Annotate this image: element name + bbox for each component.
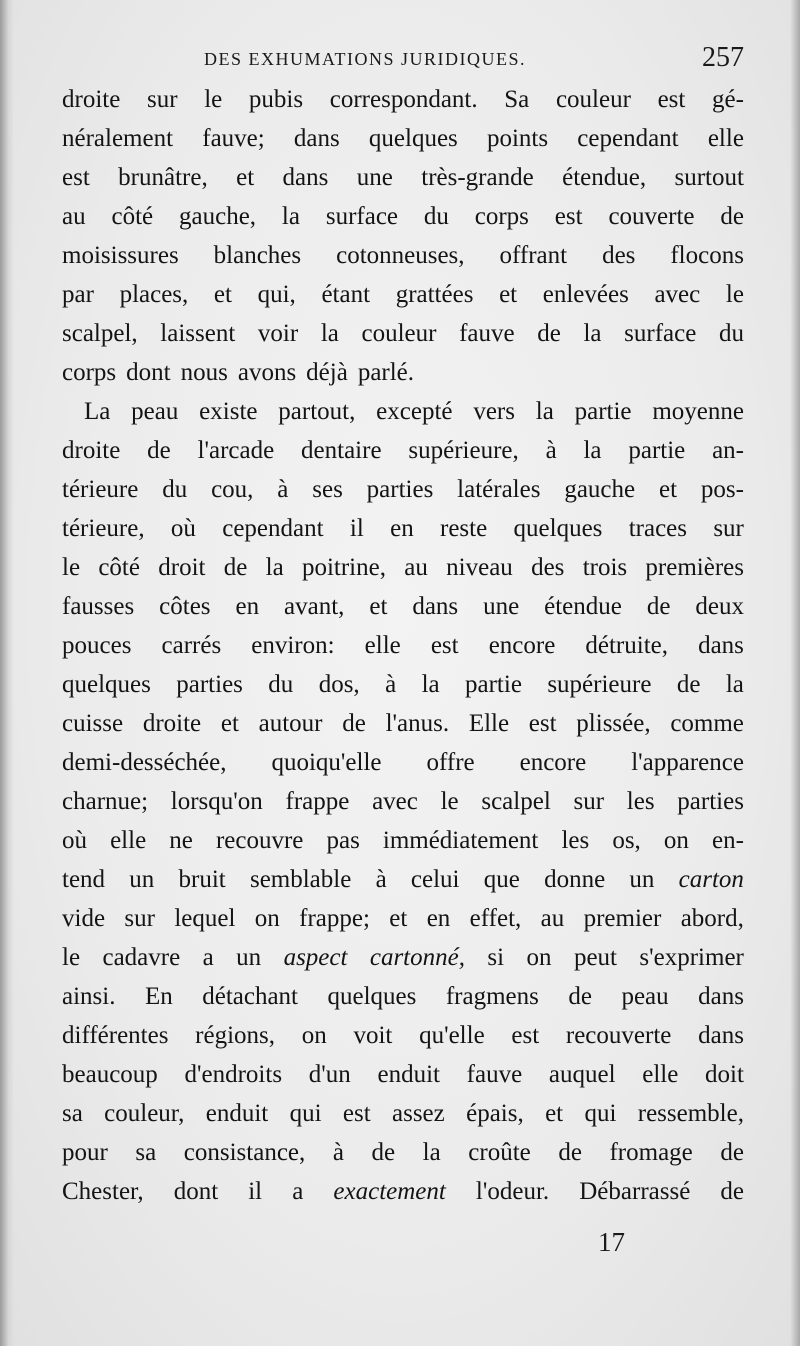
word: sur	[146, 86, 178, 113]
word: frappe	[285, 788, 350, 815]
word: fausses	[62, 593, 135, 620]
word: néralement	[62, 125, 174, 152]
word: moyenne	[652, 398, 744, 425]
word: elle	[642, 1061, 679, 1088]
word: scalpel,	[62, 320, 138, 347]
word: laissent	[160, 320, 236, 347]
word: avant,	[284, 593, 345, 620]
text-line	[62, 1055, 744, 1094]
word: et	[369, 593, 388, 620]
word: quelques	[513, 515, 603, 542]
word: le	[62, 554, 81, 581]
text-line	[62, 509, 744, 548]
word: étendue,	[562, 164, 647, 191]
text-line	[62, 197, 744, 236]
word: flocons	[670, 242, 744, 269]
word: où	[170, 515, 196, 542]
text-line	[62, 704, 744, 743]
word: dans	[293, 125, 340, 152]
word: consistance,	[183, 1139, 306, 1166]
word: droite	[142, 710, 202, 737]
word: traces	[628, 515, 688, 542]
word: en	[235, 593, 260, 620]
word: de	[147, 437, 171, 464]
word: dans	[698, 983, 744, 1010]
word: est	[657, 86, 686, 113]
word: semblable	[249, 866, 352, 893]
word: cependant	[577, 125, 679, 152]
word: croûte	[468, 1139, 531, 1166]
word: reste	[440, 515, 488, 542]
text-line	[62, 80, 744, 119]
word: premières	[645, 554, 744, 581]
word: avec	[654, 281, 701, 308]
word: au	[404, 554, 428, 581]
word: un	[629, 866, 655, 893]
word: de	[537, 320, 561, 347]
word: de	[720, 1178, 744, 1205]
word: côté	[111, 203, 154, 230]
word: la	[281, 203, 300, 230]
word: du	[423, 203, 449, 230]
word: des	[602, 242, 636, 269]
word: recouverte	[565, 1022, 672, 1049]
word: quelques	[368, 125, 458, 152]
word: sa	[62, 1100, 83, 1127]
word: tend	[62, 866, 106, 893]
word: fromage	[609, 1139, 693, 1166]
word: charnue;	[62, 788, 149, 815]
body-text	[62, 80, 744, 1211]
word: fauve;	[202, 125, 265, 152]
word: Débarrassé	[579, 1178, 691, 1205]
word: fragmens	[445, 983, 539, 1010]
word: les	[561, 827, 590, 854]
word: dont	[173, 1178, 219, 1205]
word: a	[202, 944, 214, 971]
word: Sa	[504, 86, 530, 113]
word: qui,	[257, 281, 296, 308]
word: de	[342, 710, 366, 737]
word: à	[332, 1139, 344, 1166]
text-line	[62, 548, 744, 587]
italic-word: exactement	[333, 1178, 446, 1205]
word: une	[483, 593, 520, 620]
word: du	[162, 476, 188, 503]
word: en-	[711, 827, 744, 854]
word: offre	[426, 749, 475, 776]
word: térieure,	[62, 515, 145, 542]
word: de	[720, 1139, 744, 1166]
word: abord,	[680, 905, 744, 932]
word: environ:	[251, 632, 335, 659]
word: de	[568, 983, 592, 1010]
text-line	[62, 782, 744, 821]
text-line	[62, 392, 744, 431]
word: de	[720, 203, 744, 230]
text-line	[62, 977, 744, 1016]
word: frappe;	[299, 905, 370, 932]
word: un	[129, 866, 155, 893]
word: du	[268, 671, 294, 698]
word: avons	[237, 359, 297, 386]
text-line	[62, 587, 744, 626]
word: déjà	[306, 359, 348, 386]
word: trois	[582, 554, 628, 581]
word: encore	[488, 632, 556, 659]
word: niveau	[446, 554, 513, 581]
word: elle	[707, 125, 744, 152]
word: surface	[325, 203, 399, 230]
word: celui	[410, 866, 460, 893]
word: de	[646, 593, 671, 620]
word: cependant	[222, 515, 324, 542]
word: les	[626, 788, 655, 815]
word: et	[658, 476, 678, 503]
running-title: DES EXHUMATIONS JURIDIQUES.	[204, 49, 527, 69]
word: lequel	[174, 905, 236, 932]
word: que	[483, 866, 520, 893]
word: offrant	[499, 242, 568, 269]
word: on	[663, 827, 689, 854]
word: en	[390, 515, 414, 542]
word: sur	[573, 788, 605, 815]
text-line	[62, 314, 744, 353]
word: La	[84, 398, 111, 425]
text-line	[62, 665, 744, 704]
word: sur	[124, 905, 155, 932]
word: effet,	[469, 905, 522, 932]
word: dans	[698, 632, 744, 659]
word: et	[213, 281, 232, 308]
text-line	[62, 938, 744, 977]
word: parties	[176, 671, 243, 698]
word: où	[62, 827, 87, 854]
word: droit	[158, 554, 206, 581]
word: gé-	[712, 86, 744, 113]
word: cou,	[211, 476, 254, 503]
word: la	[583, 320, 602, 347]
word: détachant	[202, 983, 298, 1010]
word: couleur	[361, 320, 437, 347]
word: très-grande	[421, 164, 534, 191]
text-line	[62, 743, 744, 782]
word: elle	[110, 827, 147, 854]
text-line	[62, 1094, 744, 1133]
word: partie	[574, 398, 632, 425]
word: l'odeur.	[475, 1178, 550, 1205]
word: de	[371, 1139, 396, 1166]
word: et	[389, 905, 408, 932]
word: le	[725, 281, 744, 308]
word: une	[356, 164, 393, 191]
word: dans	[698, 1022, 744, 1049]
word: immédiatement	[382, 827, 539, 854]
word: qu'elle	[419, 1022, 485, 1049]
word: partie	[628, 437, 686, 464]
word: qui	[289, 1100, 322, 1127]
word: épais,	[466, 1100, 524, 1127]
text-line	[62, 236, 744, 275]
word: cotonneuses,	[336, 242, 465, 269]
word: et	[499, 281, 518, 308]
word: cadavre	[102, 944, 181, 971]
word: peau	[131, 398, 179, 425]
word: étendue	[544, 593, 622, 620]
word: En	[144, 983, 173, 1010]
word: dans	[282, 164, 329, 191]
word: cuisse	[62, 710, 124, 737]
word: pubis	[248, 86, 304, 113]
word: droite	[62, 437, 121, 464]
word: fauve	[459, 320, 515, 347]
word: pos-	[700, 476, 744, 503]
word: quoiqu'elle	[271, 749, 382, 776]
word: couleur	[555, 86, 631, 113]
word: si	[487, 944, 505, 971]
word: côté	[98, 554, 140, 581]
word: peau	[621, 983, 669, 1010]
word: à	[375, 866, 387, 893]
word: comme	[670, 710, 744, 737]
word: dans	[412, 593, 459, 620]
word: est	[430, 632, 459, 659]
text-line	[62, 1172, 744, 1211]
word: excepté	[376, 398, 453, 425]
word: enduit	[377, 1061, 440, 1088]
word: le	[440, 788, 459, 815]
italic-word: aspect	[283, 944, 348, 971]
word: grattées	[395, 281, 474, 308]
word: l'apparence	[631, 749, 744, 776]
word: qui	[584, 1100, 617, 1127]
word: assez	[392, 1100, 445, 1127]
word: couleur,	[104, 1100, 185, 1127]
word: on	[526, 944, 552, 971]
word: ainsi.	[62, 983, 116, 1010]
word: supérieure	[547, 671, 652, 698]
word: enduit	[205, 1100, 269, 1127]
word: os,	[612, 827, 641, 854]
word: on	[301, 1022, 327, 1049]
word: l'anus.	[385, 710, 450, 737]
word: le	[62, 944, 81, 971]
word: de	[223, 554, 248, 581]
word: beaucoup	[62, 1061, 158, 1088]
word: régions,	[195, 1022, 276, 1049]
word: supérieure,	[408, 437, 519, 464]
word: blanches	[213, 242, 302, 269]
word: corps	[474, 203, 529, 230]
word: la	[583, 437, 602, 464]
word: corps	[62, 359, 117, 386]
text-line	[62, 470, 744, 509]
word: de	[558, 1139, 582, 1166]
text-line	[62, 1016, 744, 1055]
word: places,	[119, 281, 189, 308]
word: la	[725, 671, 744, 698]
word: vers	[473, 398, 515, 425]
word: bruit	[178, 866, 226, 893]
word: brunâtre,	[118, 164, 208, 191]
word: encore	[519, 749, 587, 776]
page-edge-shadow	[790, 0, 800, 1346]
word: du	[718, 320, 744, 347]
word: existe	[199, 398, 258, 425]
word: de	[676, 671, 701, 698]
word: à	[385, 671, 397, 698]
italic-word: cartonné,	[369, 944, 465, 971]
word: la	[265, 554, 284, 581]
word: un	[236, 944, 262, 971]
word: lorsqu'on	[170, 788, 263, 815]
text-line	[62, 860, 744, 899]
word: correspondant.	[329, 86, 478, 113]
word: est	[528, 710, 557, 737]
word: est	[511, 1022, 540, 1049]
word: pas	[326, 827, 360, 854]
word: est	[554, 203, 583, 230]
word: enlevées	[542, 281, 629, 308]
word: pouces	[62, 632, 132, 659]
text-line	[62, 821, 744, 860]
word: gauche,	[179, 203, 257, 230]
word: en	[426, 905, 451, 932]
word: il	[248, 1178, 263, 1205]
word: nous	[180, 359, 228, 386]
page-number: 257	[702, 42, 744, 73]
word: s'exprimer	[639, 944, 744, 971]
word: Elle	[468, 710, 510, 737]
word: vide	[62, 905, 106, 932]
word: poitrine,	[301, 554, 386, 581]
word: peut	[573, 944, 617, 971]
word: moisissures	[62, 242, 179, 269]
word: et	[220, 710, 239, 737]
word: la	[422, 1139, 441, 1166]
word: voit	[353, 1022, 393, 1049]
word: an-	[712, 437, 744, 464]
word: d'endroits	[184, 1061, 283, 1088]
word: ses	[312, 476, 343, 503]
text-line	[62, 1133, 744, 1172]
word: plissée,	[576, 710, 651, 737]
word: gauche	[564, 476, 636, 503]
word: sur	[713, 515, 744, 542]
word: est	[62, 164, 90, 191]
word: couverte	[608, 203, 695, 230]
word: parties	[677, 788, 744, 815]
word: au	[540, 905, 565, 932]
word: auquel	[548, 1061, 616, 1088]
word: et	[545, 1100, 564, 1127]
word: pour	[62, 1139, 108, 1166]
running-head	[62, 44, 744, 74]
word: recouvre	[215, 827, 304, 854]
word: carrés	[161, 632, 222, 659]
word: l'arcade	[197, 437, 275, 464]
word: à	[277, 476, 289, 503]
text-line	[62, 158, 744, 197]
word: dont	[126, 359, 171, 386]
word: des	[531, 554, 565, 581]
word: sa	[135, 1139, 157, 1166]
signature-mark: 17	[598, 1227, 625, 1257]
text-line	[62, 275, 744, 314]
word: fauve	[466, 1061, 523, 1088]
text-line	[62, 431, 744, 470]
word: ressemble,	[637, 1100, 744, 1127]
word: droite	[62, 86, 121, 113]
word: détruite,	[585, 632, 668, 659]
word: partout,	[278, 398, 356, 425]
word: dos,	[318, 671, 360, 698]
word: parlé.	[357, 359, 415, 386]
word: elle	[364, 632, 401, 659]
word: donne	[544, 866, 606, 893]
word: est	[342, 1100, 371, 1127]
text-line	[62, 119, 744, 158]
word: avec	[372, 788, 418, 815]
word: étant	[321, 281, 371, 308]
word: côtes	[159, 593, 211, 620]
word: autour	[258, 710, 323, 737]
word: a	[292, 1178, 304, 1205]
word: térieure	[62, 476, 139, 503]
word: partie	[465, 671, 522, 698]
word: demi-desséchée,	[62, 749, 227, 776]
word: différentes	[62, 1022, 169, 1049]
word: d'un	[308, 1061, 351, 1088]
word: ne	[169, 827, 193, 854]
word: et	[236, 164, 255, 191]
word: il	[349, 515, 364, 542]
word: doit	[705, 1061, 744, 1088]
word: surface	[624, 320, 697, 347]
word: Chester,	[62, 1178, 144, 1205]
word: le	[204, 86, 223, 113]
word: scalpel	[481, 788, 551, 815]
italic-word: carton	[678, 866, 744, 893]
word: à	[545, 437, 557, 464]
text-line	[62, 899, 744, 938]
word: la	[320, 320, 339, 347]
word: parties	[366, 476, 434, 503]
word: quelques	[327, 983, 417, 1010]
word: deux	[695, 593, 744, 620]
word: quelques	[62, 671, 151, 698]
word: la	[535, 398, 554, 425]
page-gutter-shadow	[0, 0, 14, 1346]
word: voir	[257, 320, 299, 347]
word: par	[62, 281, 94, 308]
word: surtout	[674, 164, 744, 191]
word: la	[421, 671, 440, 698]
word: au	[62, 203, 86, 230]
word: premier	[583, 905, 662, 932]
text-line	[62, 626, 744, 665]
word: latérales	[457, 476, 541, 503]
word: dentaire	[301, 437, 382, 464]
word: points	[486, 125, 549, 152]
text-line	[62, 353, 744, 392]
word: on	[254, 905, 280, 932]
